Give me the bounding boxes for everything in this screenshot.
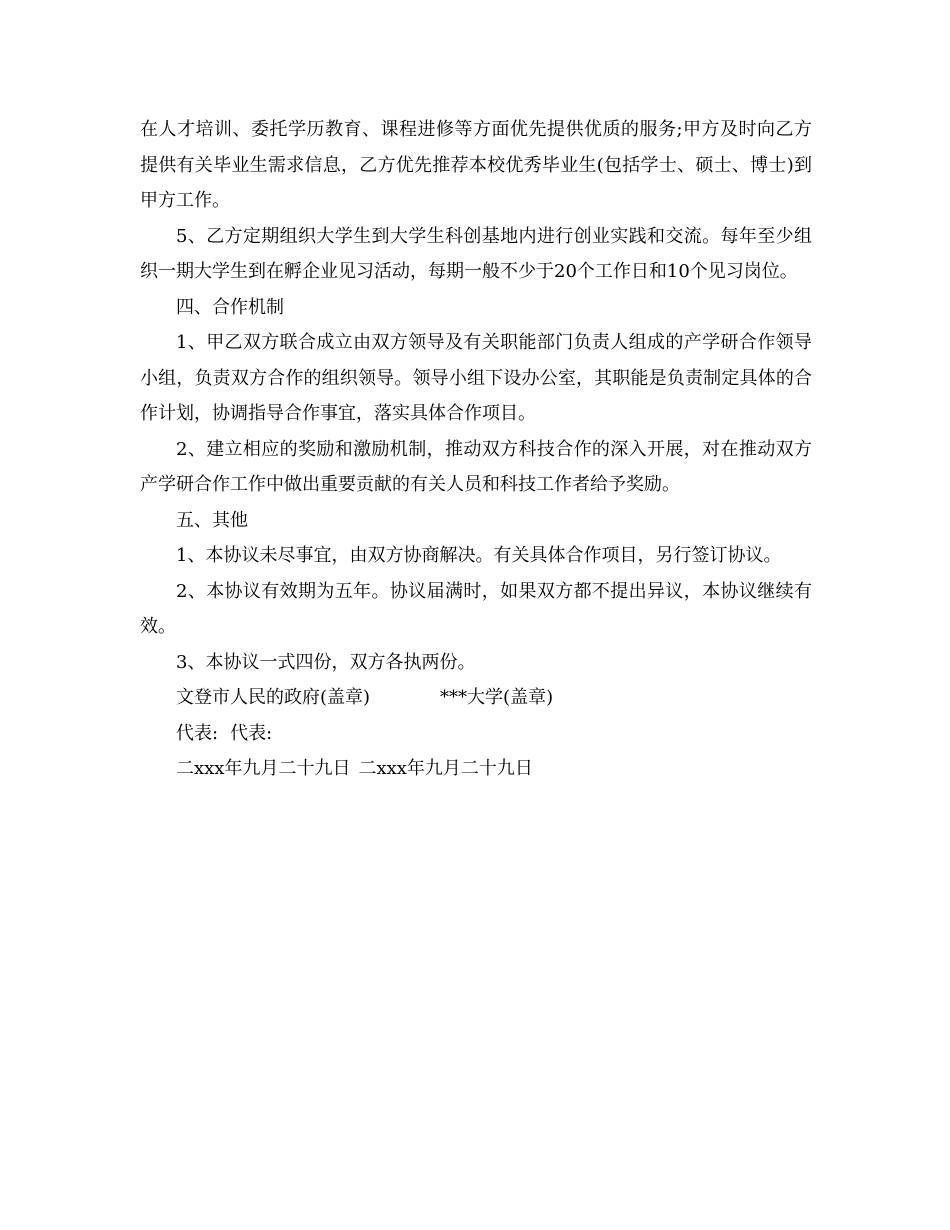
signature-dates-line bbox=[140, 751, 812, 787]
paragraph-continuation: 在人才培训、委托学历教育、课程进修等方面优先提供优质的服务;甲方及时向乙方提供有关毕业生需求信息，乙方优先推荐本校优秀毕业生(包括学士、硕士、博士)到甲方工作。 bbox=[140, 119, 812, 211]
signature-seals-line bbox=[140, 680, 812, 716]
paragraph-mechanism-2: 2、建立相应的奖励和激励机制，推动双方科技合作的深入开展，对在推动双方产学研合作工作中做出重要贡献的有关人员和科技工作者给予奖励。 bbox=[140, 438, 812, 495]
paragraph-other-2: 2、本协议有效期为五年。协议届满时，如果双方都不提出异议，本协议继续有效。 bbox=[140, 580, 812, 637]
party-b-seal: ***大学(盖章) bbox=[440, 687, 554, 708]
section-heading-other: 五、其他 bbox=[176, 509, 248, 531]
paragraph-other-1: 1、本协议未尽事宜，由双方协商解决。有关具体合作项目，另行签订协议。 bbox=[176, 545, 782, 566]
signature-representatives-line bbox=[140, 716, 812, 752]
representative-a: 代表: bbox=[176, 722, 219, 744]
paragraph-mechanism-1: 1、甲乙双方联合成立由双方领导及有关职能部门负责人组成的产学研合作领导小组，负责双方合作的组织领导。领导小组下设办公室，其职能是负责制定具体的合作计划，协调指导合作事宜，落实具体合作项目。 bbox=[140, 332, 812, 424]
date-a: 二xxx年九月二十九日 bbox=[176, 758, 351, 779]
party-a-seal: 文登市人民的政府(盖章) bbox=[176, 687, 371, 708]
date-b: 二xxx年九月二十九日 bbox=[358, 758, 533, 779]
paragraph-clause-5: 5、乙方定期组织大学生到大学生科创基地内进行创业实践和交流。每年至少组织一期大学生到在孵企业见习活动，每期一般不少于20个工作日和10个见习岗位。 bbox=[140, 225, 812, 282]
section-heading-cooperation-mechanism: 四、合作机制 bbox=[176, 296, 284, 318]
document-page bbox=[140, 112, 812, 787]
representative-b: 代表: bbox=[230, 722, 273, 744]
paragraph-other-3: 3、本协议一式四份，双方各执两份。 bbox=[176, 651, 476, 673]
